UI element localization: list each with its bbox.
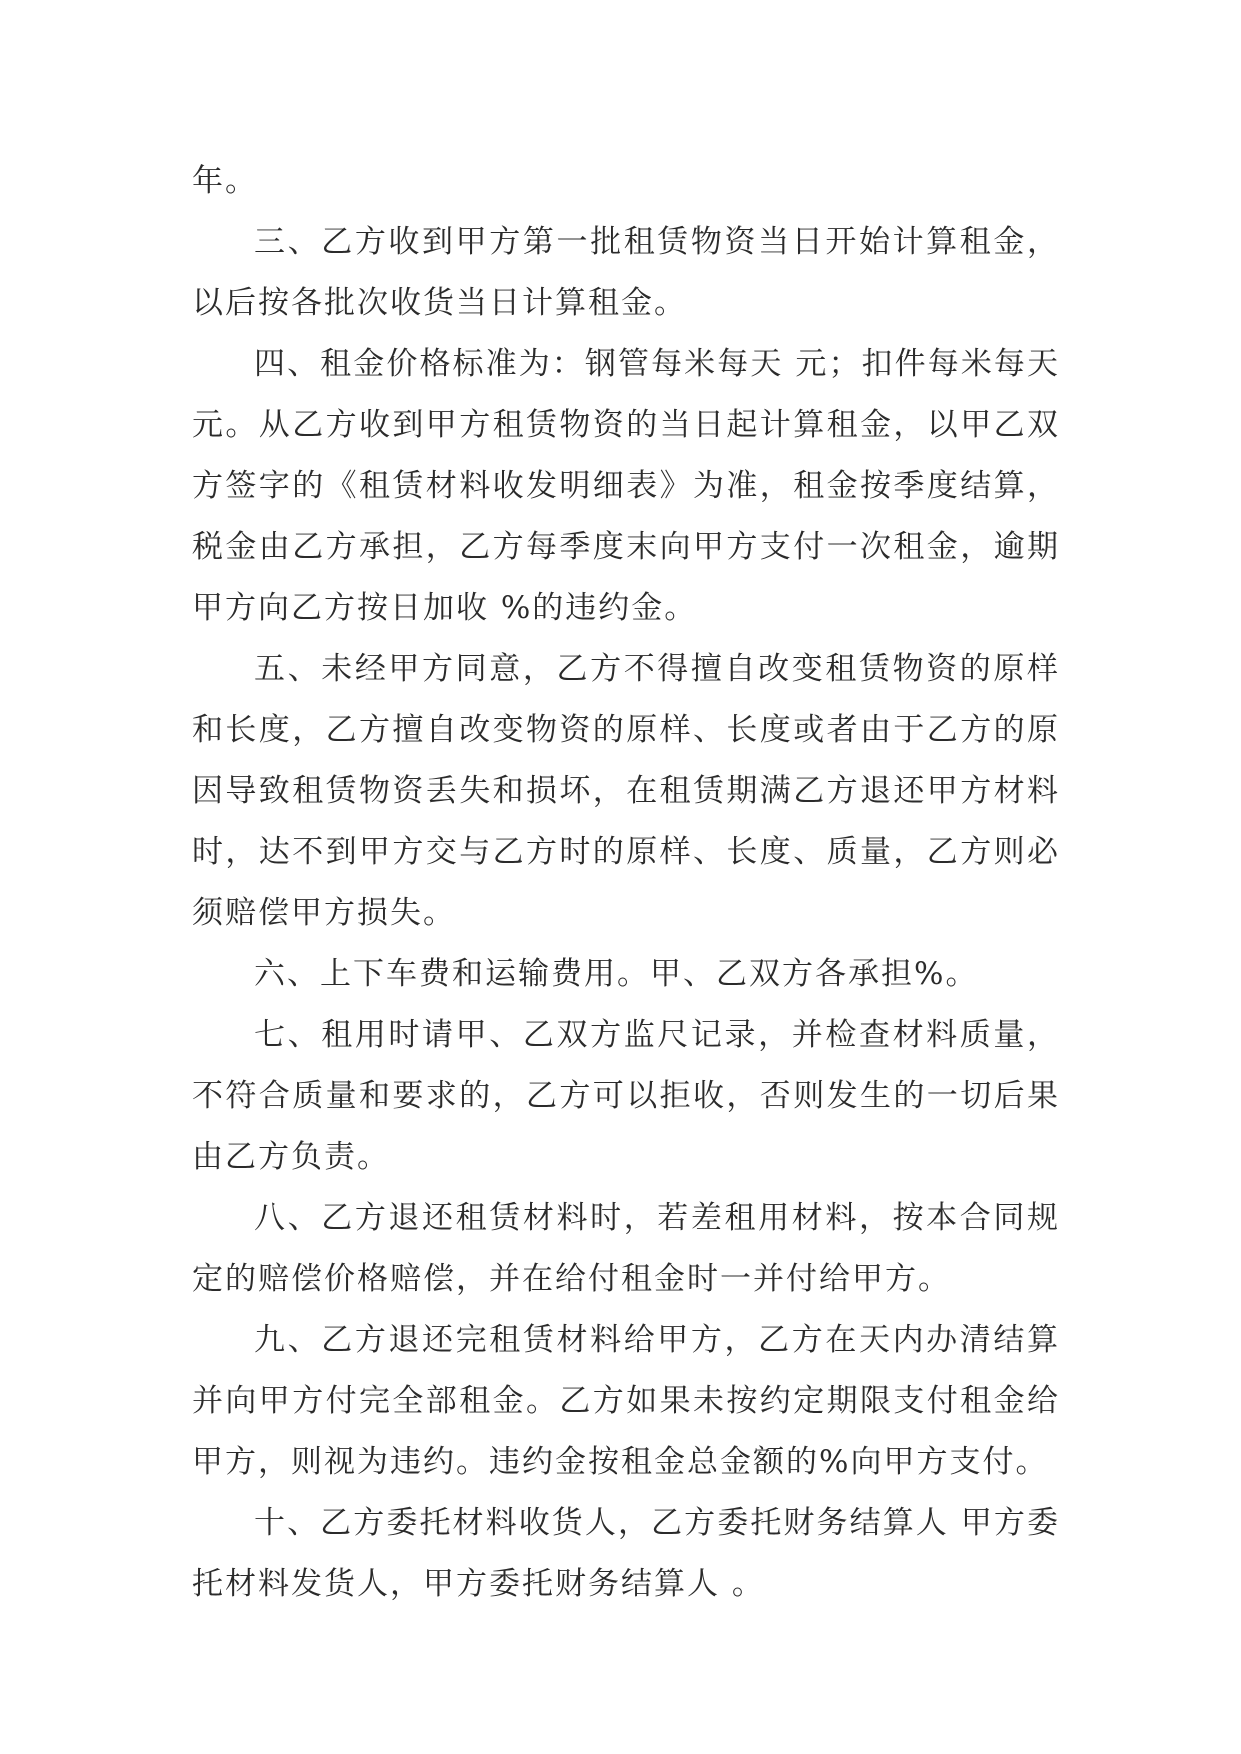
paragraph-clause-7: 七、租用时请甲、乙双方监尺记录，并检查材料质量，不符合质量和要求的，乙方可以拒收，否则发生的一切后果由乙方负责。 [192,1017,1060,1175]
paragraph-clause-3: 三、乙方收到甲方第一批租赁物资当日开始计算租金，以后按各批次收货当日计算租金。 [192,224,1060,321]
paragraph-clause-8: 八、乙方退还租赁材料时，若差租用材料，按本合同规定的赔偿价格赔偿，并在给付租金时一并付给甲方。 [192,1200,1060,1297]
paragraph-clause-10: 十、乙方委托材料收货人，乙方委托财务结算人 甲方委托材料发货人，甲方委托财务结算人 。 [192,1505,1060,1602]
paragraph-clause-4: 四、租金价格标准为：钢管每米每天 元；扣件每米每天 元。从乙方收到甲方租赁物资的当日起计算租金，以甲乙双方签字的《租赁材料收发明细表》为准，租金按季度结算，税金由乙方承担，乙方每季度末向甲方支付一次租金，逾期甲方向乙方按日加收 %的违约金。 [192,346,1060,626]
document-body [192,151,1060,1615]
paragraph-continued: 年。 [192,163,258,199]
paragraph-clause-6: 六、上下车费和运输费用。甲、乙双方各承担%。 [254,956,979,992]
paragraph-clause-5: 五、未经甲方同意，乙方不得擅自改变租赁物资的原样和长度，乙方擅自改变物资的原样、长度或者由于乙方的原因导致租赁物资丢失和损坏，在租赁期满乙方退还甲方材料时，达不到甲方交与乙方时的原样、长度、质量，乙方则必须赔偿甲方损失。 [192,651,1060,931]
paragraph-clause-9: 九、乙方退还完租赁材料给甲方，乙方在天内办清结算并向甲方付完全部租金。乙方如果未按约定期限支付租金给甲方，则视为违约。违约金按租金总金额的%向甲方支付。 [192,1322,1060,1480]
